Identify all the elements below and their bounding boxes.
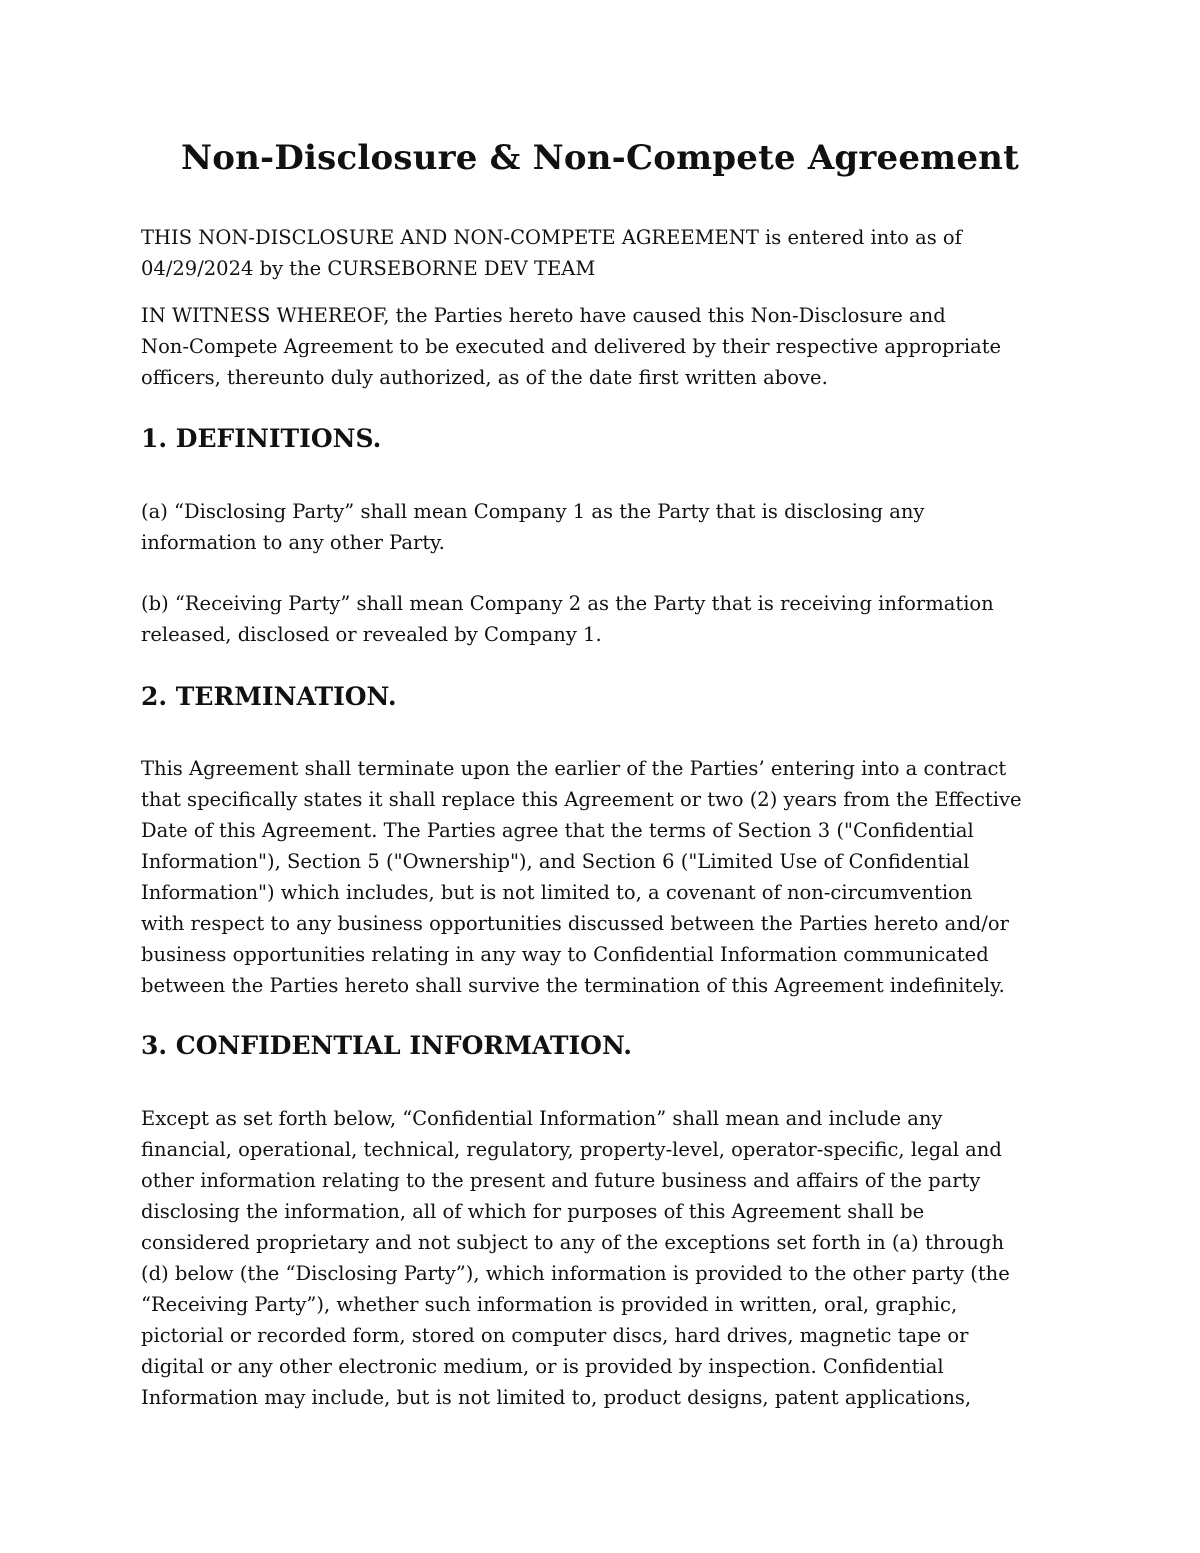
paragraph-line: (b) “Receiving Party” shall mean Company 2 as the Party that is receiving information <box>141 592 994 615</box>
definition-paragraph-a <box>141 496 1071 558</box>
paragraph-line: with respect to any business opportunities discussed between the Parties hereto and/or <box>141 912 1009 935</box>
paragraph-line: disclosing the information, all of which for purposes of this Agreement shall be <box>141 1200 925 1223</box>
intro-line: THIS NON-DISCLOSURE AND NON-COMPETE AGREEMENT is entered into as of <box>141 226 962 249</box>
document-title: Non-Disclosure & Non-Compete Agreement <box>180 138 1020 178</box>
paragraph-line: (a) “Disclosing Party” shall mean Company 1 as the Party that is disclosing any <box>141 500 925 523</box>
paragraph-line: Date of this Agreement. The Parties agree that the terms of Section 3 ("Confidential <box>141 819 974 842</box>
paragraph-line: Except as set forth below, “Confidential Information” shall mean and include any <box>141 1107 943 1130</box>
paragraph-line: “Receiving Party”), whether such information is provided in written, oral, graphic, <box>141 1293 958 1316</box>
witness-paragraph <box>141 300 1071 393</box>
paragraph-line: released, disclosed or revealed by Company 1. <box>141 623 602 646</box>
paragraph-line: Information"), Section 5 ("Ownership"), and Section 6 ("Limited Use of Confidential <box>141 850 970 873</box>
paragraph-line: This Agreement shall terminate upon the earlier of the Parties’ entering into a contract <box>141 757 1007 780</box>
witness-line: Non-Compete Agreement to be executed and delivered by their respective appropriate <box>141 335 1002 358</box>
paragraph-line: business opportunities relating in any way to Confidential Information communicated <box>141 943 989 966</box>
paragraph-line: information to any other Party. <box>141 531 445 554</box>
section-heading-confidential-information: 3. CONFIDENTIAL INFORMATION. <box>141 1031 632 1060</box>
paragraph-line: that specifically states it shall replace this Agreement or two (2) years from the Effective <box>141 788 1022 811</box>
witness-line: officers, thereunto duly authorized, as of the date first written above. <box>141 366 828 389</box>
termination-paragraph <box>141 753 1071 1001</box>
paragraph-line: considered proprietary and not subject to any of the exceptions set forth in (a) through <box>141 1231 1005 1254</box>
definition-paragraph-b <box>141 588 1071 650</box>
paragraph-line: between the Parties hereto shall survive the termination of this Agreement indefinitely. <box>141 974 1005 997</box>
confidential-information-paragraph <box>141 1103 1071 1413</box>
paragraph-line: financial, operational, technical, regulatory, property-level, operator-specific, legal and <box>141 1138 1002 1161</box>
paragraph-line: Information") which includes, but is not limited to, a covenant of non-circumvention <box>141 881 973 904</box>
paragraph-line: pictorial or recorded form, stored on computer discs, hard drives, magnetic tape or <box>141 1324 969 1347</box>
paragraph-line: (d) below (the “Disclosing Party”), which information is provided to the other party (the <box>141 1262 1010 1285</box>
intro-paragraph <box>141 222 1071 284</box>
paragraph-line: digital or any other electronic medium, or is provided by inspection. Confidential <box>141 1355 944 1378</box>
paragraph-line: other information relating to the present and future business and affairs of the party <box>141 1169 981 1192</box>
intro-line: 04/29/2024 by the CURSEBORNE DEV TEAM <box>141 257 596 280</box>
paragraph-line: Information may include, but is not limited to, product designs, patent applications, <box>141 1386 972 1409</box>
witness-line: IN WITNESS WHEREOF, the Parties hereto have caused this Non-Disclosure and <box>141 304 946 327</box>
section-heading-definitions: 1. DEFINITIONS. <box>141 424 382 453</box>
section-heading-termination: 2. TERMINATION. <box>141 682 397 711</box>
